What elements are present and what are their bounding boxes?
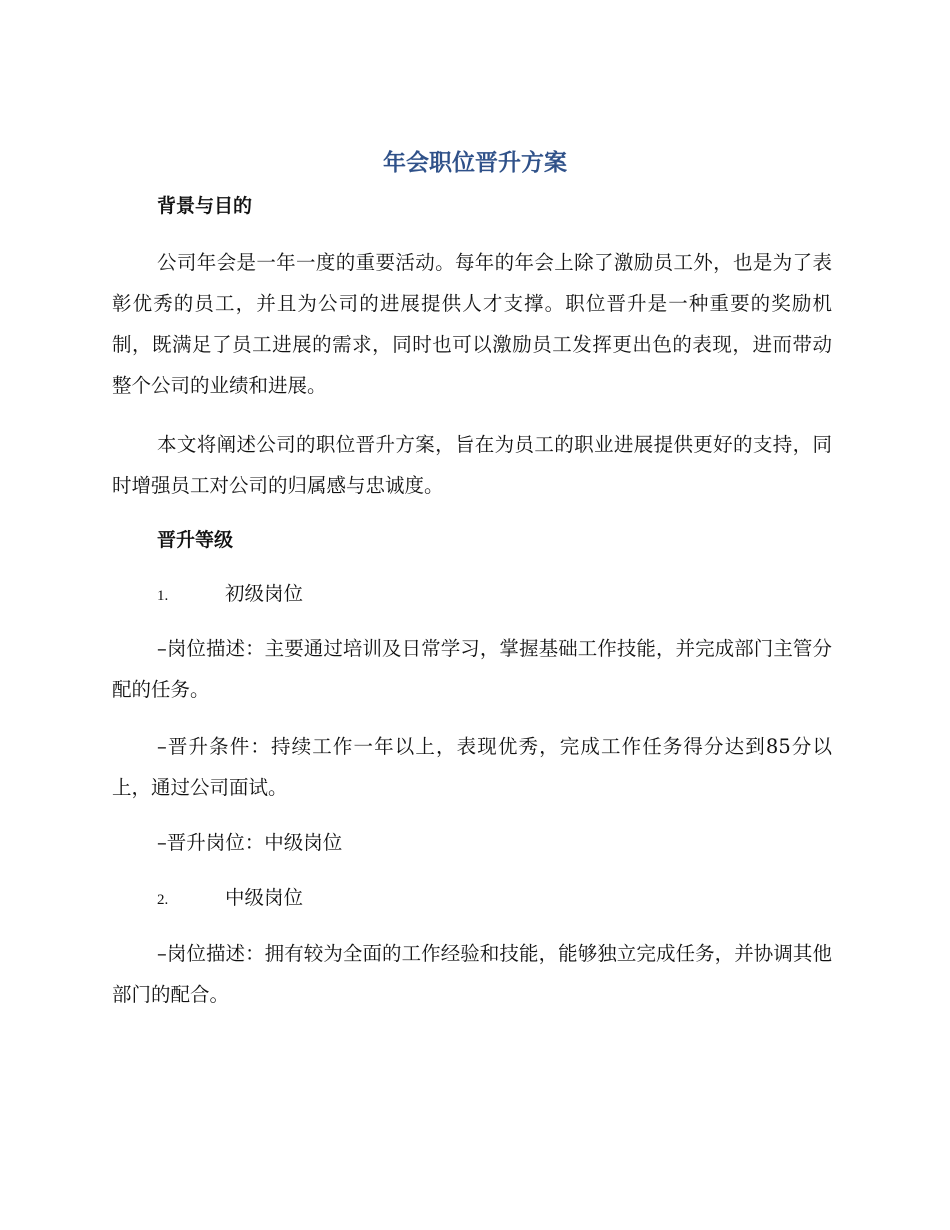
level-item-1 xyxy=(157,579,303,611)
level-1-condition: –晋升条件：持续工作一年以上，表现优秀，完成工作任务得分达到85分以上，通过公司面试。 xyxy=(112,735,832,799)
section-heading-background: 背景与目的 xyxy=(157,195,253,217)
level-name: 中级岗位 xyxy=(225,886,304,909)
paragraph-background-1: 公司年会是一年一度的重要活动。每年的年会上除了激励员工外，也是为了表彰优秀的员工，并且为公司的进展提供人才支撑。职位晋升是一种重要的奖励机制，既满足了员工进展的需求，同时也可以激励员工发挥更出色的表现，进而带动整个公司的业绩和进展。 xyxy=(112,251,832,397)
level-name: 初级岗位 xyxy=(225,582,304,605)
paragraph-background-2: 本文将阐述公司的职位晋升方案，旨在为员工的职业进展提供更好的支持，同时增强员工对公司的归属感与忠诚度。 xyxy=(112,433,832,497)
level-number: 2. xyxy=(157,892,169,908)
document-title: 年会职位晋升方案 xyxy=(383,150,567,176)
section-heading-levels: 晋升等级 xyxy=(157,529,234,551)
level-1-description: –岗位描述：主要通过培训及日常学习，掌握基础工作技能，并完成部门主管分配的任务。 xyxy=(112,637,832,701)
level-1-target: –晋升岗位：中级岗位 xyxy=(157,831,343,854)
level-number: 1. xyxy=(157,588,169,604)
level-item-2 xyxy=(157,883,303,915)
level-2-description: –岗位描述：拥有较为全面的工作经验和技能，能够独立完成任务，并协调其他部门的配合。 xyxy=(112,942,832,1006)
